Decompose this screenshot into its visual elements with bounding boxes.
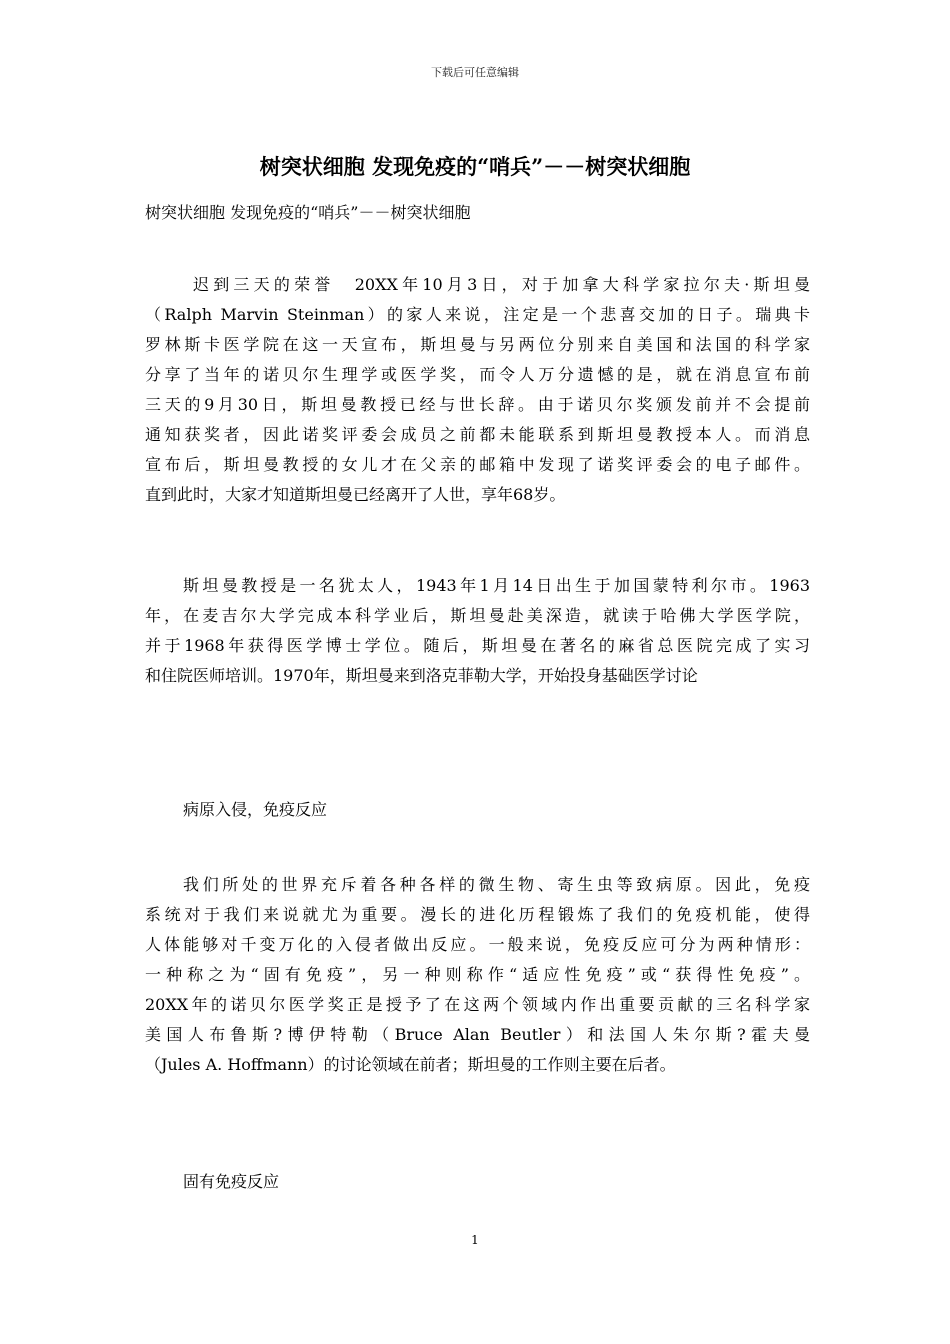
paragraph-line: 系统对于我们来说就尤为重要。漫长的进化历程锻炼了我们的免疫机能，使得 (145, 905, 810, 924)
paragraph-line: 和住院医师培训。1970年，斯坦曼来到洛克菲勒大学，开始投身基础医学讨论 (145, 666, 698, 685)
paragraph-line: 人体能够对千变万化的入侵者做出反应。一般来说，免疫反应可分为两种情形： (145, 935, 810, 954)
paragraph-line: 年，在麦吉尔大学完成本科学业后，斯坦曼赴美深造，就读于哈佛大学医学院， (145, 606, 810, 625)
paragraph-line: 通知获奖者，因此诺奖评委会成员之前都未能联系到斯坦曼教授本人。而消息 (145, 425, 810, 444)
header-note: 下载后可任意编辑 (431, 66, 519, 79)
paragraph-immunity (145, 870, 810, 1080)
section-heading-innate-immunity: 固有免疫反应 (183, 1172, 280, 1191)
paragraph-line: 美国人布鲁斯?博伊特勒（Bruce Alan Beutler）和法国人朱尔斯?霍夫曼 (145, 1025, 810, 1044)
paragraph-intro (145, 270, 810, 510)
paragraph-line: 宣布后，斯坦曼教授的女儿才在父亲的邮箱中发现了诺奖评委会的电子邮件。 (145, 455, 810, 474)
paragraph-line: 斯坦曼教授是一名犹太人，1943年1月14日出生于加国蒙特利尔市。1963 (183, 576, 810, 595)
paragraph-line: 直到此时，大家才知道斯坦曼已经离开了人世，享年68岁。 (145, 485, 566, 504)
paragraph-line: 并于1968年获得医学博士学位。随后，斯坦曼在著名的麻省总医院完成了实习 (145, 636, 810, 655)
paragraph-line: 20XX年的诺贝尔医学奖正是授予了在这两个领域内作出重要贡献的三名科学家 (145, 995, 810, 1014)
page-number: 1 (471, 1233, 479, 1247)
paragraph-line: 我们所处的世界充斥着各种各样的微生物、寄生虫等致病原。因此，免疫 (183, 875, 810, 894)
paragraph-line: （Ralph Marvin Steinman）的家人来说，注定是一个悲喜交加的日子。瑞典卡 (145, 305, 810, 324)
paragraph-line: （Jules A. Hoffmann）的讨论领域在前者；斯坦曼的工作则主要在后者。 (145, 1055, 676, 1074)
paragraph-biography (145, 571, 810, 691)
paragraph-line: 罗林斯卡医学院在这一天宣布，斯坦曼与另两位分别来自美国和法国的科学家 (145, 335, 810, 354)
paragraph-line: 一种称之为“固有免疫”，另一种则称作“适应性免疫”或“获得性免疫”。 (145, 965, 810, 984)
document-subtitle: 树突状细胞 发现免疫的“哨兵”－－树突状细胞 (145, 203, 471, 222)
document-title: 树突状细胞 发现免疫的“哨兵”－－树突状细胞 (259, 154, 691, 179)
paragraph-line: 分享了当年的诺贝尔生理学或医学奖，而令人万分遗憾的是，就在消息宣布前 (145, 365, 810, 384)
paragraph-line: 迟到三天的荣誉 20XX年10月3日，对于加拿大科学家拉尔夫·斯坦曼 (193, 275, 810, 294)
paragraph-line: 三天的9月30日，斯坦曼教授已经与世长辞。由于诺贝尔奖颁发前并不会提前 (145, 395, 810, 414)
section-heading-pathogen: 病原入侵，免疫反应 (183, 800, 328, 819)
